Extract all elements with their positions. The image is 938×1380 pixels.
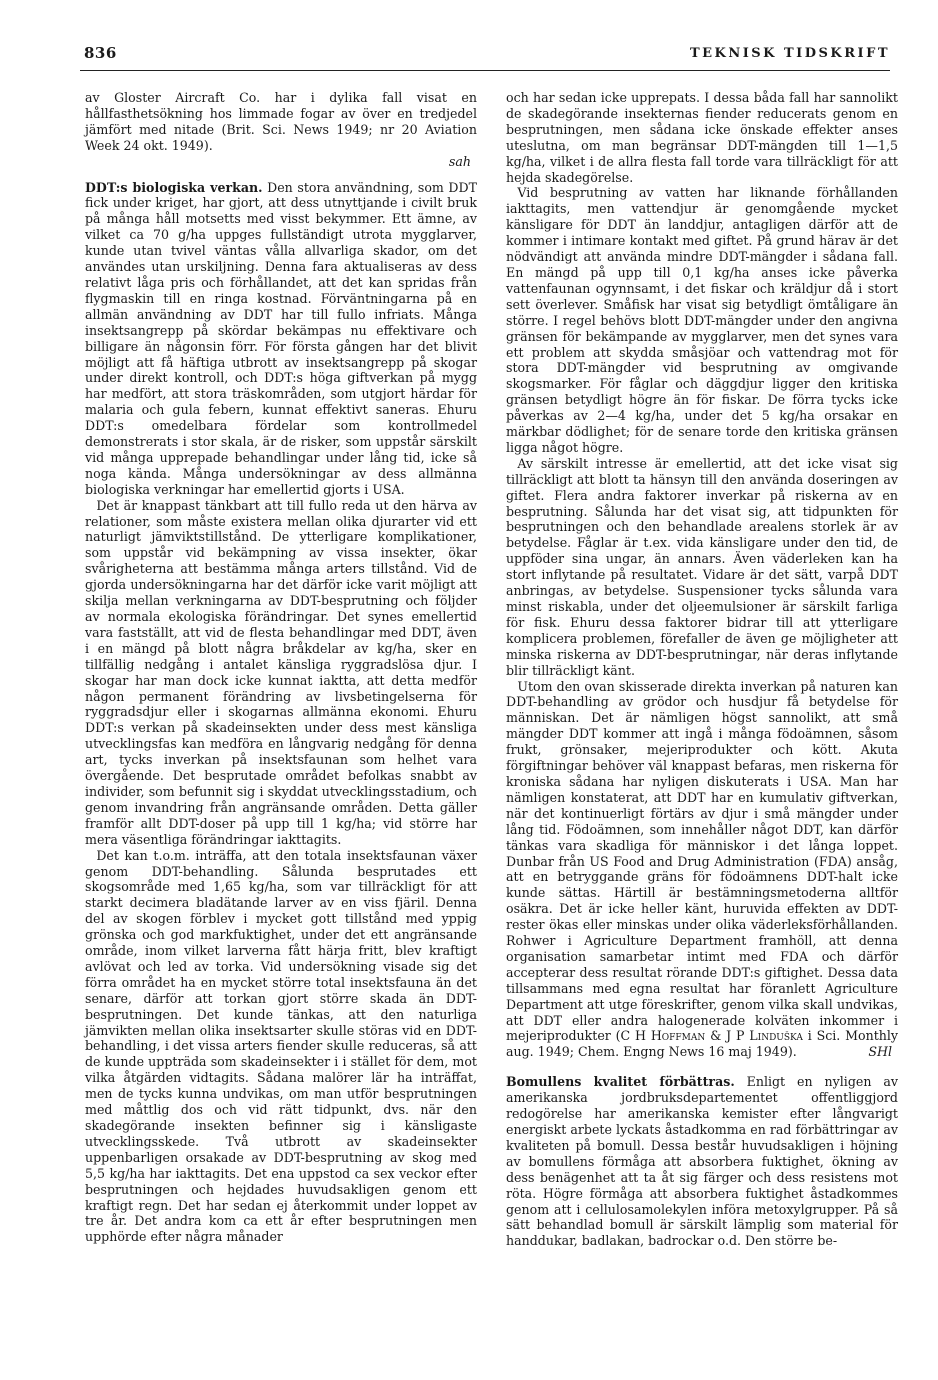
cotton-paragraph-text: Enligt en nyligen av amerikanska jordbruksdepartementet offentliggjord redogörelse har amerikanska kemister efter långvarigt energiskt arbete lyckats åstadkomma en rad förbättringar av kvaliteten på bomull. Dessa består huvudsakligen i höjning av bomullens förmåga att absorbera fuktighet, ökning av dess benägenhet att ta åt sig färger och dess resistens mot röta. Högre förmåga att absorbera fuktighet åstadkommes genom att i cellulosamolekylen införa metoxylgrupper. På så sätt behandlad bomull är särskilt lämplig som material för handdukar, badlakan, badrockar o.d. Den större be- — [506, 1074, 898, 1249]
human-effects-paragraph — [506, 679, 898, 1061]
reference-amp: & J P — [705, 1028, 750, 1044]
water-spraying-paragraph: Vid besprutning av vatten har liknande förhållanden iakttagits, men vattendjur är genomgående mycket känsligare för DDT än landdjur, antagligen därför att de kommer i intimare kontakt med giftet. På grund härav är det nödvändigt att använda mindre DDT-mängder i sådana fall. En mängd på upp till 0,1 kg/ha anses icke påverka vattenfaunan ogynnsamt, i det fiskar och kräldjur då i stort sett överlever. Småfisk har visat sig betydligt ömtåligare än större. I regel behövs blott DDT-mängder under den angivna gränsen för bekämpande av mygglarver, men det synes vara ett problem att skydda småsjöar och vattendrag mot för stora DDT-mängder vid besprutning av omgivande skogsmarker. För fåglar och däggdjur ligger den kritiska gränsen betydligt högre än för fiskar. De förra tycks icke påverkas av 2—4 kg/ha, under det 5 kg/ha orsakar en märkbar dödlighet; för de senare torde den kritiska gränsen ligga något högre. — [506, 185, 898, 455]
article-signature: SHl — [868, 1044, 892, 1060]
cotton-section-title: Bomullens kvalitet förbättras. — [506, 1074, 735, 1090]
intro-text: av Gloster Aircraft Co. har i dylika fall visat en hållfasthetsökning hos limmade fogar av över en tredjedel jämfört med nitade (Brit. Sci. News 1949; nr 20 Aviation Week 24 okt. 1949). — [85, 90, 477, 153]
journal-title: TEKNISK TIDSKRIFT — [689, 46, 890, 61]
intro-signature: sah — [448, 153, 471, 169]
cotton-section-paragraph — [506, 1074, 898, 1249]
right-column — [506, 90, 898, 1249]
ddt-section-paragraph-1 — [85, 180, 477, 498]
page-number: 836 — [84, 44, 117, 62]
ddt-continuation-paragraph: och har sedan icke upprepats. I dessa båda fall har sannolikt de skadegörande insekternas fiender reducerats genom en besprutningen, men sådana icke önskade effekter anses uteslutna, om man begränsar DDT-mängden till 1—1,5 kg/ha, vilket i de allra flesta fall torde vara tillräckligt för att hejda skadegörelse. — [506, 90, 898, 185]
ddt-paragraph-2: Det är knappast tänkbart att till fullo reda ut den härva av relationer, som måste existera mellan olika djurarter vid ett naturligt jämviktstillstånd. De ytterligare komplikationer, som uppstår vid bekämpning av vissa insekter, ökar svårigheterna att bestämma många arters tillstånd. Vid de gjorda undersökningarna har det därför icke varit möjligt att skilja mellan verkningarna av DDT-besprutning och följder av normala ekologiska förändringar. Det synes emellertid vara fastställt, att vid de flesta behandlingar med DDT, även i en mängd på blott några bråkdelar av kg/ha, sker en tillfällig nedgång i antalet känsliga ryggradslösa djur. I skogar har man dock icke kunnat iaktta, att detta medför någon permanent förändring av livsbetingelserna för ryggradsdjur eller i skogarnas allmänna ekonomi. Ehuru DDT:s verkan på skadeinsekten under dess mest känsliga utvecklingsfas kan medföra en långvarig nedgång för denna art, tycks inverkan på insektsfaunan som helhet vara övergående. Det besprutade området befolkas snabbt av individer, som befunnit sig i skyddat utvecklingsstadium, och genom invandring från angränsande områden. Detta gäller framför allt DDT-doser på upp till 1 kg/ha; vid större har mera väsentliga förändringar iakttagits. — [85, 497, 477, 847]
reference-author-2: Linduška — [749, 1028, 803, 1044]
factors-paragraph: Av särskilt intresse är emellertid, att det icke visat sig tillräckligt att blott ta hänsyn till den använda doseringen av giftet. Flera andra faktorer inverkar på riskerna av en besprutning. Sålunda har det visat sig, att tidpunkten för besprutningen och den behandlade arealens storlek är av betydelse. Fåglar är t.ex. vida känsligare under den tid, de uppföder sina ungar, än annars. Även väderleken kan ha stort inflytande på resultatet. Vidare är det sätt, varpå DDT anbringas, av betydelse. Suspensioner tycks sålunda vara minst riskabla, under det oljeemulsioner är särskilt farliga för fisk. Ehuru dessa faktorer bidrar till att ytterligare komplicera problemen, förefaller de även ge möjligheter att minska riskerna av DDT-besprutningar, när deras inflytande blir tillräckligt känt. — [506, 455, 898, 678]
ddt-paragraph-3: Det kan t.o.m. inträffa, att den totala insektsfaunan växer genom DDT-behandling. Sålunda besprutades ett skogsområde med 1,65 kg/ha, som var tillräckligt för att starkt decimera bladätande larver av en viss fjäril. Denna del av skogen förblev i mycket gott tillstånd med yppig grönska och god markfuktighet, under det ett angränsande område, inom vilket larverna fått härja fritt, blev kraftigt avlövat och led av torka. Vid undersökning visade sig det förra området ha en mycket större total insektsfauna än det senare, därför att torkan gjort större skada än DDT-besprutningen. Det kunde tänkas, att den naturliga jämvikten mellan olika insektsarter skulle störas vid en DDT-behandling, i det vissa arters fiender skulle reduceras, så att de kunde uppträda som skadeinsekter i i stället för dem, mot vilka åtgärden vidtagits. Sådana malörer lär ha inträffat, men de tycks kunna undvikas, om man utför besprutningen med måttlig dos och vid rätt tidpunkt, dvs. när den skadegörande insekten befinner sig i känsligaste utvecklingsskede. Två utbrott av skadeinsekter uppenbarligen orsakade av DDT-besprutning av skog med 5,5 kg/ha har iakttagits. Det ena uppstod ca sex veckor efter besprutningen och hejdades huvudsakligen genom ett kraftigt regn. Det har sedan ej återkommit under loppet av tre år. Det andra kom ca ett år efter besprutningen men upphörde efter några månader — [85, 847, 477, 1245]
reference-tail: i Sci. Monthly aug. 1949; Chem. Engng News 16 maj 1949). — [506, 1028, 899, 1060]
reference-author-1: Hoffman — [650, 1028, 706, 1044]
ddt-section-title: DDT:s biologiska verkan. — [85, 179, 263, 195]
human-effects-text: Utom den ovan skisserade direkta inverkan på naturen kan DDT-behandling av grödor och husdjur få betydelse för människan. Det är nämligen högst sannolikt, att små mängder DDT kommer att ingå i många födoämnen, såsom frukt, grönsaker, mejeriprodukter och kött. Akuta förgiftningar behöver väl knappast befaras, men riskerna för kroniska sådana har nyligen diskuterats i USA. Man har nämligen konstaterat, att DDT har en kumulativ giftverkan, när det kontinuerligt förtärs av djur i små mängder under lång tid. Födoämnen, som innehåller något DDT, kan därför tänkas vara skadliga för människor i det långa loppet. Dunbar från US Food and Drug Administration (FDA) ansåg, att en betryggande gräns för födoämnens DDT-halt icke kunde sättas. Härtill är bestämningsmetoderna alltför osäkra. Det är icke heller känt, huruvida effekten av DDT-rester ökas eller minskas under olika väderleksförhållanden. Rohwer i Agriculture Department framhöll, att denna organisation samarbetar intimt med FDA och därför accepterar dess resultat rörande DDT:s giftighet. Dessa data tillsammans med egna resultat har föranlett Agriculture Department att utge föreskrifter, genom vilka skall undvikas, att DDT eller andra halogenerade kolväten inkommer i mejeriprodukter (C H — [506, 678, 898, 1044]
page-header — [80, 40, 890, 71]
left-column — [85, 90, 477, 1245]
intro-paragraph — [85, 90, 477, 170]
ddt-paragraph-1-text: Den stora användning, som DDT fick under kriget, har gjort, att dess utnyttjande i civilt bruk på många håll motsetts med visst bekymmer. Ett ämne, av vilket ca 70 g/ha uppges fullständigt utrota mygglarver, kunde utan tvivel väntas vålla allvarliga skador, om det användes utan urskiljning. Denna fara aktualiseras av dess relativt låga pris och förhållandet, att det kan spridas från flygmaskin till en ringa kostnad. Förväntningarna på en allmän användning av DDT har till fullo infriats. Många insektsangrepp på skördar bekämpas nu effektivare och billigare än någonsin förr. För första gången har det blivit möjligt att få häftiga utbrott av insektsangrepp på skogar under direkt kontroll, och DDT:s höga giftverkan på mygg har medfört, att stora träskområden, som utgjort härdar för malaria och gula febern, kunnat effektivt saneras. Ehuru DDT:s omedelbara fördelar som kontrollmedel demonstrerats i stor skala, är de risker, som uppstår särskilt vid många upprepade behandlingar under lång tid, icke så noga kända. Många undersökningar av dess allmänna biologiska verkningar har emellertid gjorts i USA. — [85, 179, 478, 497]
